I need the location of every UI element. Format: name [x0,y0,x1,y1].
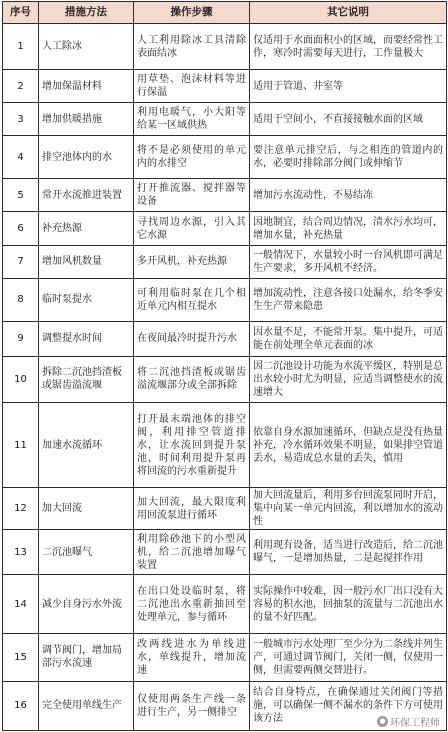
row-steps: 人工利用除冰工具清除表面结冰 [134,24,250,70]
row-steps: 寻找周边水源，引入其它水源 [134,212,250,245]
row-notes: 一般情况下，水量较小时一台风机即可满足生产要求，多开风机不经济。 [250,245,447,278]
row-method: 调节阀门，增加局部污水流速 [39,633,134,681]
watermark [375,714,442,729]
row-no: 3 [3,103,39,136]
row-notes: 一般城市污水处理厂至少分为二条线并列生产，可通过调节阀门，关闭一侧，仅使用一侧，但需要两侧交替进行。 [250,633,447,681]
row-notes: 加大回流量后，利用多台回流泵同时开启，集中向某一单元内回流，利以增加水的流动性 [250,488,447,530]
table-row [3,136,447,179]
header-notes: 其它说明 [250,2,447,24]
header-steps: 操作步骤 [134,2,250,24]
row-notes: 依靠自身水源加速循环，但缺点是没有热量补充，冷水循环效果不明显，如果排空管道丢水，易造成总水量的丢失，慎用 [250,402,447,487]
header-method: 措施方法 [39,2,134,24]
row-method: 调整提水时间 [39,321,134,356]
row-steps: 仅使用两条生产线一条进行生产，另一侧排空 [134,681,250,730]
row-steps: 加大回流，最大限度利用回流泵进行循环 [134,488,250,530]
row-method: 完全使用单线生产 [39,681,134,730]
row-steps: 多开风机，补充热源 [134,245,250,278]
row-method: 二沉池曝气 [39,530,134,575]
row-notes: 增加流动性，注意各接口处漏水，给冬季安生生产带来隐患 [250,278,447,321]
row-steps: 将不是必须使用的单元内的水排空 [134,136,250,179]
row-steps: 可利用临时泵在几个相近单元内相互提水 [134,278,250,321]
table-row [3,530,447,575]
table-row [3,70,447,103]
table-row [3,633,447,681]
table-row [3,356,447,402]
row-method: 排空池体内的水 [39,136,134,179]
row-method: 拆除二沉池挡渣板或锯齿溢流堰 [39,356,134,402]
table-row [3,245,447,278]
row-notes: 利用现有设备，适当进行改造后，给二沉池曝气，一是增加热量，二是起搅拌作用 [250,530,447,575]
row-steps: 利用电暖气，小大阳等给某一区域供热 [134,103,250,136]
row-notes: 适用于空间小，不直接接触水面的区域 [250,103,447,136]
table-row [3,575,447,633]
row-notes: 实际操作中较难，因一般污水厂出口没有大容易的积水池，回抽泵的流量与二沉池出水的量不好匹配。 [250,575,447,633]
row-notes: 因水量不足，不能常开泵。集中提升，可适能在前处理全单元表面的冰 [250,321,447,356]
table-row [3,24,447,70]
row-no: 1 [3,24,39,70]
row-method: 加大回流 [39,488,134,530]
row-no: 12 [3,488,39,530]
row-no: 16 [3,681,39,730]
row-steps: 打开最末端池体的排空阀，利用排空管道排水，让水流回到提升泵池，时间利用提升泵再将回流的污水重新提升 [134,402,250,487]
row-notes: 结合自身特点，在确保通过关闭阀门等措施，可以确保一侧不漏水的条件下方可使用该方法 [250,681,447,730]
table-row [3,212,447,245]
row-steps: 将二沉池挡渣板或锯齿溢流堰部分或全部拆除 [134,356,250,402]
row-no: 11 [3,402,39,487]
measures-table [2,1,447,731]
row-method: 人工除冰 [39,24,134,70]
row-steps: 用草垫、泡沫材料等进行保温 [134,70,250,103]
row-no: 2 [3,70,39,103]
table-row [3,103,447,136]
row-steps: 在出口处设临时泵，将二沉池出水重新抽回至处理单元，参与循环 [134,575,250,633]
table-header-row [3,2,447,24]
header-no: 序号 [3,2,39,24]
table-row [3,179,447,212]
row-notes: 因二沉池设计功能为水流平缓区，特别是总出水较小时尤为明显，应适当调整使水的流速增大 [250,356,447,402]
row-notes: 增加污水流动性，不易结冻 [250,179,447,212]
row-no: 6 [3,212,39,245]
row-steps: 在夜间最冷时提升污水 [134,321,250,356]
row-no: 10 [3,356,39,402]
row-method: 加速水流循环 [39,402,134,487]
table-row [3,402,447,487]
row-no: 5 [3,179,39,212]
table-row [3,488,447,530]
table-row [3,278,447,321]
row-notes: 适用于管道、井室等 [250,70,447,103]
row-method: 减少自身污水外流 [39,575,134,633]
row-no: 8 [3,278,39,321]
row-method: 增加风机数量 [39,245,134,278]
watermark-text: 环保工程师 [390,718,440,729]
table-row [3,321,447,356]
row-method: 增加供暖措施 [39,103,134,136]
row-steps: 利用除砂池下的小型风机，给二沉池增加曝气装置 [134,530,250,575]
row-no: 4 [3,136,39,179]
row-no: 13 [3,530,39,575]
row-no: 7 [3,245,39,278]
wechat-logo-icon: ● [377,716,388,727]
row-method: 临时泵提水 [39,278,134,321]
row-steps: 打开推流器、搅拌器等设备 [134,179,250,212]
row-no: 9 [3,321,39,356]
row-no: 14 [3,575,39,633]
row-notes: 因地制宜，结合周边情况，清水污水均可，增加水量，补充热量 [250,212,447,245]
row-method: 增加保温材料 [39,70,134,103]
row-notes: 要注意单元排空后，与之相连的管道内的水，必要时排除部分阀门或伸缩节 [250,136,447,179]
row-no: 15 [3,633,39,681]
row-steps: 改两线进水为单线进水，单线提升，增加流速 [134,633,250,681]
row-method: 常开水流推进装置 [39,179,134,212]
row-notes: 仅适用于水面面积小的区域，而要经常性工作，寒冷时需要每天进行，工作量极大 [250,24,447,70]
row-method: 补充热源 [39,212,134,245]
